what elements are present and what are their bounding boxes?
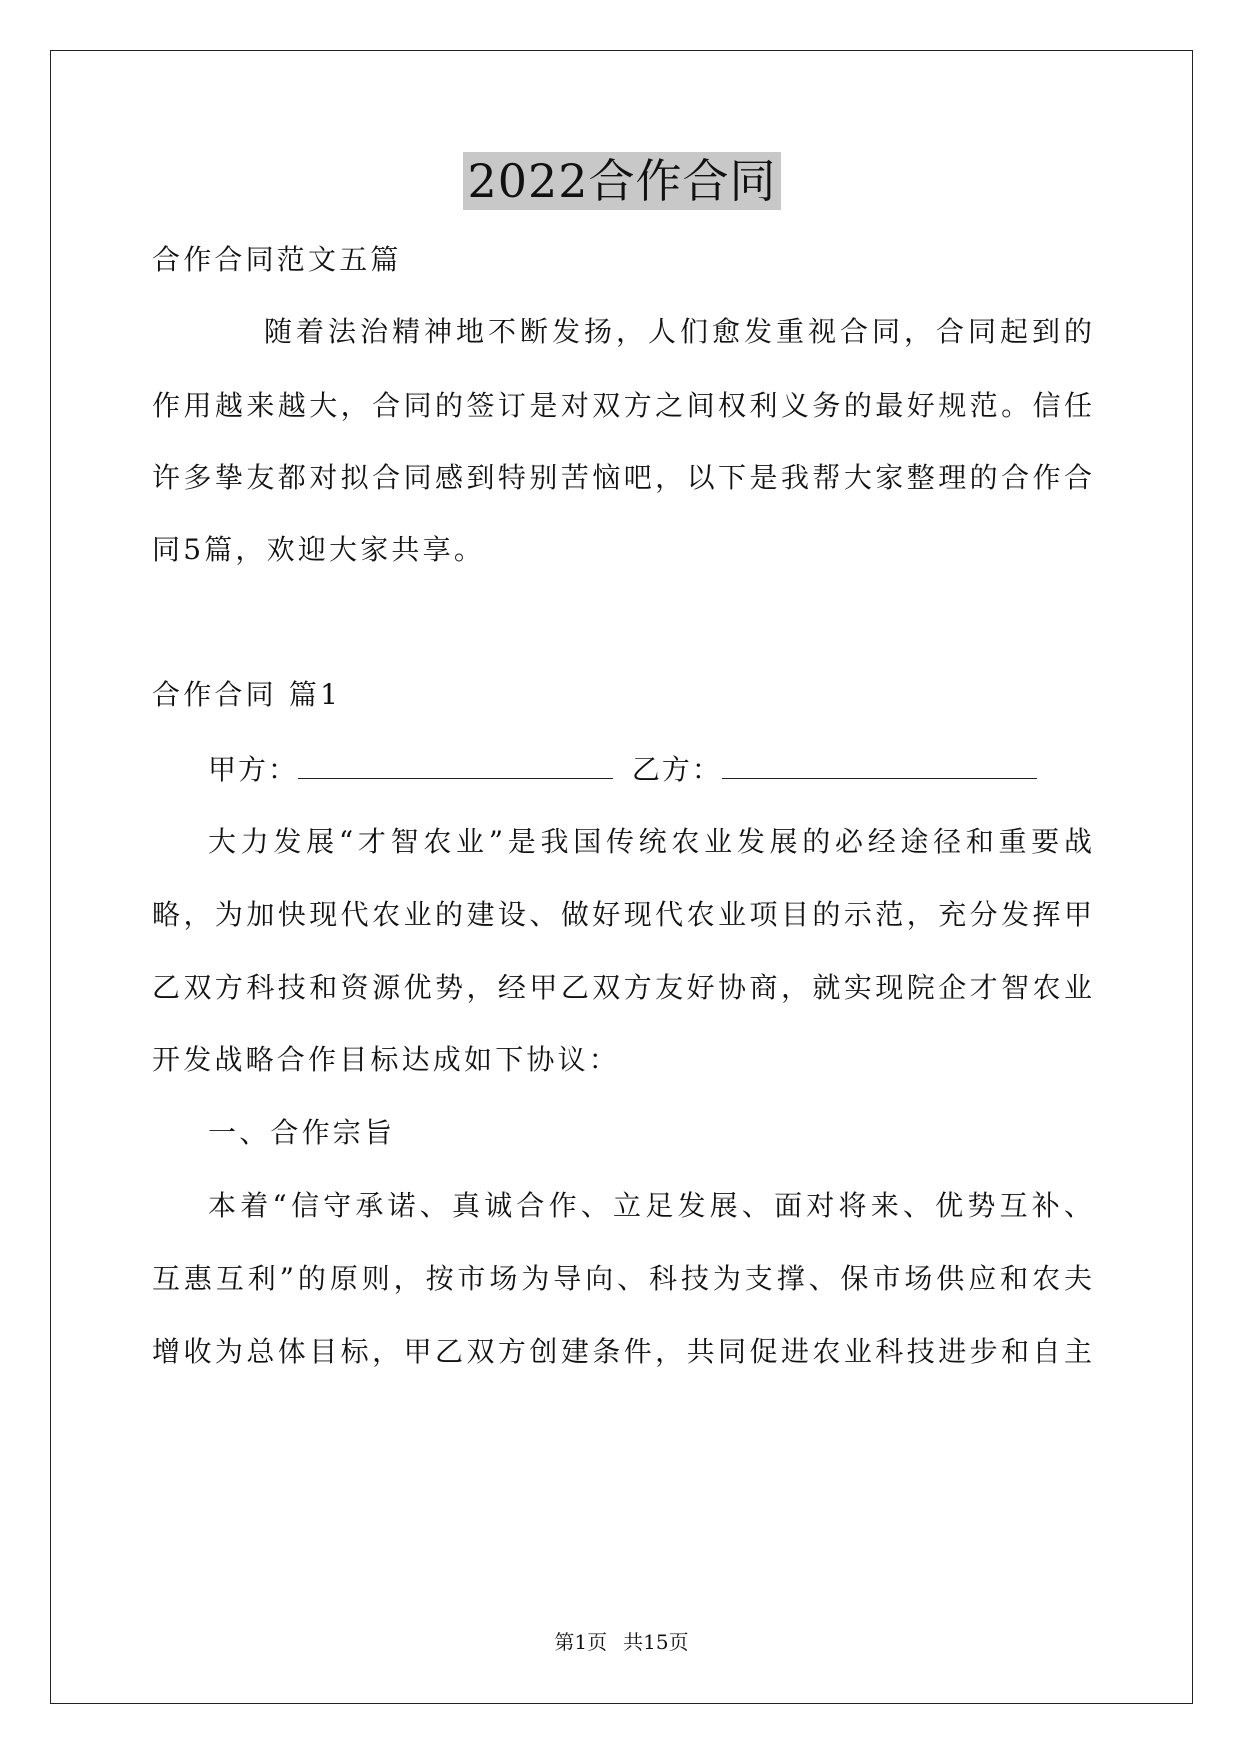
paragraph-line: 大力发展“才智农业”是我国传统农业发展的必经途径和重要战 <box>208 825 1092 858</box>
party-a-label: 甲方： <box>208 753 299 786</box>
parties-line <box>152 750 1148 790</box>
paragraph-line: 开发战略合作目标达成如下协议： <box>152 1043 621 1076</box>
page-number: 第1页 <box>554 1630 608 1654</box>
paragraph-line: 略，为加快现代农业的建设、做好现代农业项目的示范，充分发挥甲 <box>152 898 1092 931</box>
paragraph-line: 乙双方科技和资源优势，经甲乙双方友好协商，就实现院企才智农业 <box>152 971 1092 1004</box>
section-heading: 合作合同 篇1 <box>152 678 342 711</box>
paragraph-line: 增收为总体目标，甲乙双方创建条件，共同促进农业科技进步和自主 <box>152 1335 1092 1368</box>
paragraph-line: 本着“信守承诺、真诚合作、立足发展、面对将来、优势互补、 <box>208 1189 1092 1222</box>
party-a-blank <box>298 756 613 779</box>
intro-line: 随着法治精神地不断发扬，人们愈发重视合同，合同起到的 <box>264 315 1092 348</box>
document-title: 2022合作合同 <box>463 152 780 210</box>
party-b-blank <box>722 756 1037 779</box>
page-footer <box>50 1630 1193 1654</box>
document-subtitle: 合作合同范文五篇 <box>152 243 402 276</box>
paragraph-line: 互惠互利”的原则，按市场为导向、科技为支撑、保市场供应和农夫 <box>152 1262 1092 1295</box>
intro-line: 许多挚友都对拟合同感到特别苦恼吧，以下是我帮大家整理的合作合 <box>152 461 1092 494</box>
title-container <box>152 152 1092 210</box>
page-total: 共15页 <box>623 1630 689 1654</box>
intro-line: 同5篇，欢迎大家共享。 <box>152 533 486 566</box>
intro-line: 作用越来越大，合同的签订是对双方之间权利义务的最好规范。信任 <box>152 389 1092 422</box>
page-border <box>50 50 1193 1704</box>
clause-heading: 一、合作宗旨 <box>208 1116 396 1149</box>
party-b-label: 乙方： <box>631 753 722 786</box>
